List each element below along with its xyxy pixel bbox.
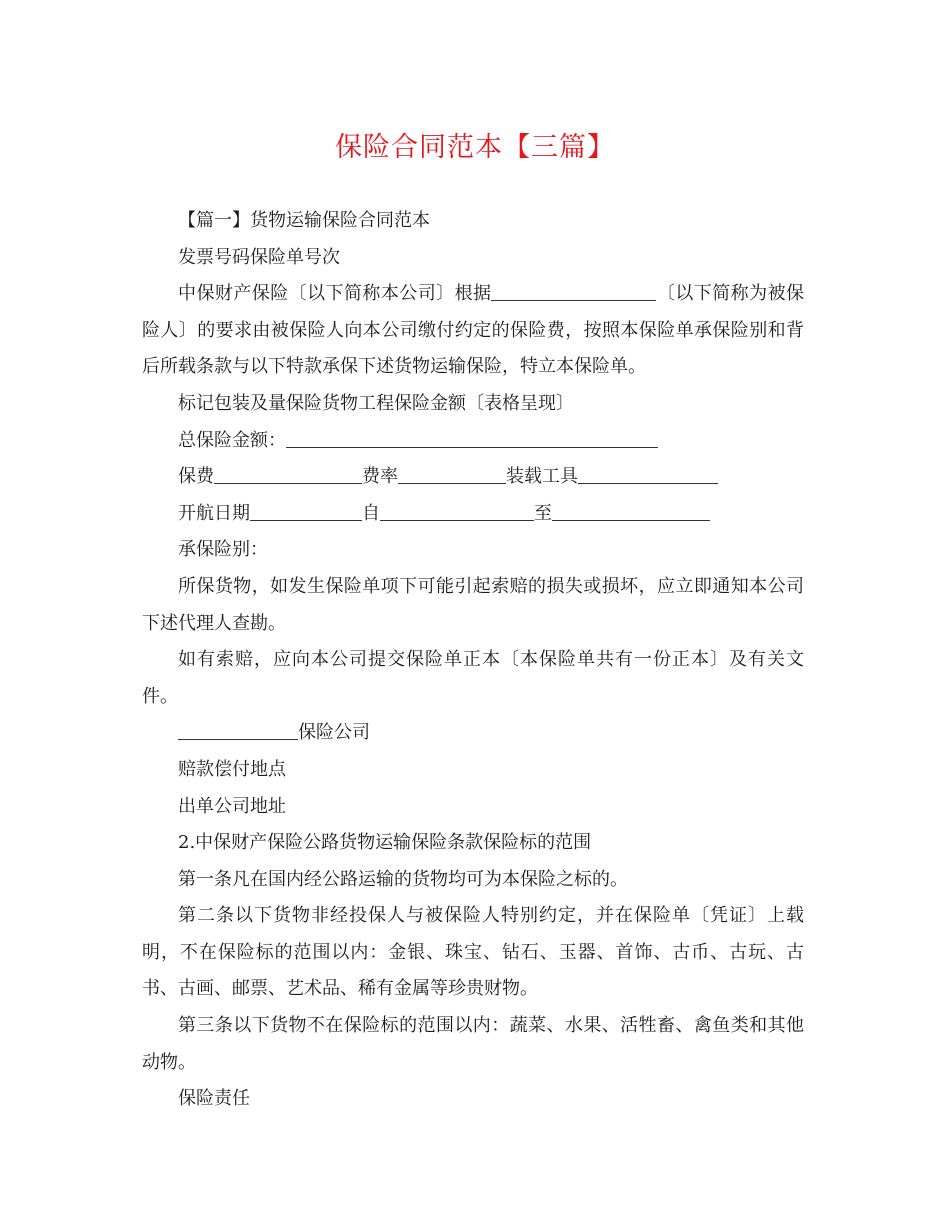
insured-name-blank[interactable] bbox=[491, 280, 656, 301]
to-label: 至 bbox=[534, 502, 552, 524]
from-blank[interactable] bbox=[380, 500, 534, 521]
vehicle-label: 装载工具 bbox=[506, 466, 578, 488]
premium-blank[interactable] bbox=[214, 463, 362, 484]
intro-paragraph bbox=[142, 276, 804, 386]
article-3: 第三条以下货物不在保险标的范围以内：蔬菜、水果、活牲畜、禽鱼类和其他动物。 bbox=[142, 1015, 804, 1073]
total-amount-blank[interactable] bbox=[286, 427, 658, 448]
sail-date-line bbox=[142, 496, 804, 533]
intro-part-2: 〔以下简称为被保险人〕的要求由被保险人向本公司缴付约定的保险费，按照本保险单承保险别和背后所载条款与以下特款承保下述货物运输保险，特立本保险单。 bbox=[142, 283, 805, 378]
rate-label: 费率 bbox=[362, 466, 398, 488]
total-amount-line bbox=[142, 423, 804, 460]
document-title: 保险合同范本【三篇】 bbox=[335, 132, 615, 163]
claim-place-line: 赔款偿付地点 bbox=[178, 758, 286, 780]
section-heading: 【篇一】货物运输保险合同范本 bbox=[178, 210, 430, 231]
total-amount-label: 总保险金额： bbox=[178, 429, 286, 451]
marks-line: 标记包装及量保险货物工程保险金额〔表格呈现〕 bbox=[178, 392, 574, 414]
liability-heading: 保险责任 bbox=[178, 1088, 250, 1110]
premium-label: 保费 bbox=[178, 466, 214, 488]
rate-blank[interactable] bbox=[398, 463, 506, 484]
sail-date-label: 开航日期 bbox=[178, 502, 250, 524]
insurance-company-label: 保险公司 bbox=[298, 722, 370, 744]
invoice-line: 发票号码保险单号次 bbox=[178, 246, 340, 268]
clause-heading: 2.中保财产保险公路货物运输保险条款保险标的范围 bbox=[178, 832, 592, 854]
insurance-company-blank[interactable] bbox=[178, 719, 298, 740]
article-1: 第一条凡在国内经公路运输的货物均可为本保险之标的。 bbox=[178, 868, 628, 890]
insurance-company-line bbox=[142, 715, 804, 752]
claim-paragraph: 如有索赔，应向本公司提交保险单正本〔本保险单共有一份正本〕及有关文件。 bbox=[142, 649, 804, 707]
from-label: 自 bbox=[362, 502, 380, 524]
issuer-address-line: 出单公司地址 bbox=[178, 795, 286, 817]
sail-date-blank[interactable] bbox=[250, 500, 362, 521]
premium-line bbox=[142, 459, 804, 496]
coverage-line: 承保险别： bbox=[178, 539, 268, 561]
notice-paragraph: 所保货物，如发生保险单项下可能引起索赔的损失或损坏，应立即通知本公司下述代理人查勘。 bbox=[142, 575, 804, 634]
vehicle-blank[interactable] bbox=[578, 463, 718, 484]
article-2: 第二条以下货物非经投保人与被保险人特别约定，并在保险单〔凭证〕上载明，不在保险标的范围以内：金银、珠宝、钻石、玉器、首饰、古币、古玩、古书、古画、邮票、艺术品、稀有金属等珍贵财物。 bbox=[142, 905, 804, 1000]
to-blank[interactable] bbox=[552, 500, 710, 521]
intro-part-1: 中保财产保险〔以下简称本公司〕根据 bbox=[178, 283, 492, 305]
document-body bbox=[142, 203, 804, 1118]
